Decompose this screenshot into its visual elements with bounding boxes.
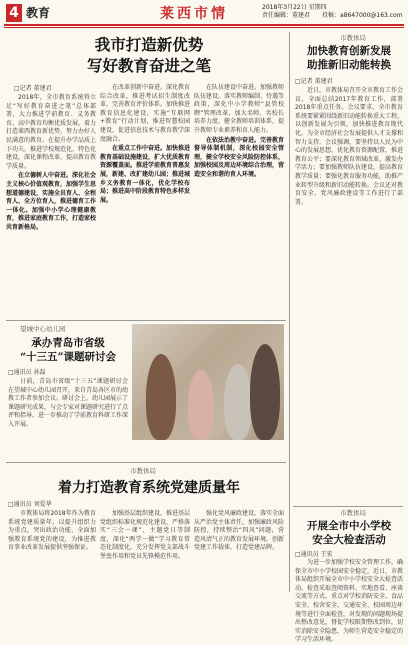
side-top-kicker: 市教体局 — [340, 34, 366, 42]
side-bottom-kicker: 市教体局 — [340, 509, 366, 517]
bottom-byline: □通讯员 刘爱华 — [8, 501, 52, 508]
bottom-column-2 — [100, 510, 190, 596]
main-paragraph: 在队伍建设中奋进。加强教师队伍建设，落实教师编制、待遇等政策，深化中小学教师“县管校聘”管理改革，加大名师、名校长培养力度，健全教师培训体系，提升教师专业素养和育人能力。 — [194, 84, 285, 134]
bottom-paragraph: 加强基层组织建设，推进基层党组织标准化规范化建设，严格落实“三会一课”、主题党日等制度，深化“两学一做”学习教育常态化制度化，充分发挥党支部战斗堡垒作用和党员先锋模范作用。 — [100, 510, 191, 560]
editor-info: 责任编辑：董建君 投稿：a8647000@163.com — [262, 12, 403, 19]
side-mid-body — [8, 378, 128, 458]
side-mid-title-line2: “十三五”课题研讨会 — [19, 351, 117, 363]
main-column-2 — [100, 84, 190, 316]
header-rule-thin — [4, 27, 404, 28]
main-paragraph: 在立德树人中奋进。深化社会主义核心价值观教育，加强学生思想道德建设，实施全员育人、全程育人、全方位育人，推进德育工作一体化。加强中小学心理健康教育，推进家庭教育工作，打造家校共育新格局。 — [6, 172, 97, 231]
bottom-paragraph: 强化党风廉政建设，落实全面从严治党主体责任，加强廉政风险防控，持续整治“四风”问题，营造风清气正的教育发展环境。创新党建工作载体，打造党建品牌。 — [194, 510, 285, 552]
main-paragraph: 在重点工作中奋进。加快推进教育基础设施建设，扩大优质教育资源覆盖面。推进学前教育普惠发展，新建、改扩建幼儿园；推进城乡义务教育一体化，优化学校布局；推进高中阶段教育特色多样发展。 — [100, 145, 191, 204]
side-top-body — [295, 87, 403, 502]
side-top-paragraph: 近日，市教体局召开全市教育工作会议，全面总结2017年教育工作，部署2018年重点任务。会议要求，全市教育系统要紧紧围绕新旧动能转换重大工程，以创新发展为引领，加快推进教育现代化，为全市经济社会发展提供人才支撑和智力支持。会议强调，要坚持以人民为中心的发展思想，优化教育资源配置，推进教育公平；要深化教育领域改革，激发办学活力；要加强教师队伍建设，提高教育教学质量；要强化教育服务功能，助推产业转型升级和新旧动能转换。会议还对教育安全、党风廉政建设等工作进行了部署。 — [295, 87, 404, 206]
photo-figure — [188, 370, 214, 440]
column-divider — [289, 32, 290, 592]
main-headline-line1: 我市打造新优势 — [94, 35, 204, 54]
photo-figure — [250, 344, 280, 440]
masthead-brand: 莱西市情 — [160, 6, 228, 22]
bottom-headline: 着力打造教育系统党建质量年 — [58, 480, 240, 496]
section-divider — [6, 320, 286, 321]
main-byline: □记者 董建君 — [14, 85, 52, 92]
side-bottom-byline: □通讯员 王宏 — [295, 551, 333, 558]
side-bottom-body — [295, 559, 404, 644]
section-divider — [6, 462, 286, 463]
page-number: 4 — [6, 4, 22, 22]
side-top-title-line2: 助推新旧动能转换 — [307, 59, 391, 71]
side-mid-byline: □通讯员 孙磊 — [8, 369, 46, 376]
side-top-byline: □记者 董建君 — [295, 78, 333, 85]
side-bottom-title-line1: 开展全市中小学校 — [307, 520, 391, 532]
main-column-1 — [6, 94, 96, 316]
side-bottom-paragraph: 为进一步加强学校安全管理工作，确保全市中小学校园安全稳定，近日，市教体局组织开展全市中小学校安全大检查活动。检查采取查阅资料、实地查看、座谈交流等方式，重点对学校消防安全、食品安全、校舍安全、交通安全、校园周边环境等进行全面检查，对发现的问题现场提出整改意见，督促学校限期整改到位，切实消除安全隐患，为师生营造安全稳定的学习生活环境。 — [295, 559, 404, 644]
side-bottom-title-line2: 安全大检查活动 — [312, 534, 386, 546]
bottom-column-1 — [8, 510, 96, 596]
bottom-column-3 — [194, 510, 284, 596]
main-column-3 — [194, 84, 284, 316]
main-paragraph: 2018年，全市教育系统将立足“写好教育奋进之笔”总体部署，大力推进学前教育、义务教育、高中教育均衡优质发展，着力打造莱西教育新优势，努力办好人民满意的教育。在提升办学品质上下功夫，推进学校规范化、特色化建设，深化课程改革，提高教育教学质量。 — [6, 94, 97, 170]
header-rule — [4, 24, 404, 26]
photo-figure — [146, 354, 176, 440]
section-title: 教育 — [26, 6, 51, 20]
bottom-kicker: 市教体局 — [130, 467, 156, 475]
side-top-title-line1: 加快教育创新发展 — [307, 45, 391, 57]
kindergarten-photo — [132, 324, 284, 440]
bottom-paragraph: 市教体局将2018年作为教育系统党建质量年，以提升组织力为重点，突出政治功能，全面加强教育系统党的建设，为推进教育事业改革发展提供坚强保证。 — [8, 510, 96, 552]
main-paragraph: 在改革创新中奋进。深化教育综合改革，推进考试招生制度改革，完善教育评价体系。加快推进教育信息化建设，实施“互联网+教育”行动计划，推进智慧校园建设，促进信息技术与教育教学深度融合。 — [100, 84, 191, 143]
side-mid-paragraph: 日前，青岛市省级“十三五”课题研讨会在望城中心幼儿园召开，来自青岛各区市的幼教工作者参加会议。研讨会上，幼儿园展示了课题研究成果，与会专家对课题研究进行了点评和指导，进一步推动了学前教育科研工作深入开展。 — [8, 378, 129, 428]
side-mid-title-line1: 承办青岛市省级 — [31, 337, 105, 349]
issue-date: 2018年3月22日 星期四 — [262, 4, 327, 11]
main-paragraph: 在依法治教中奋进。完善教育督导体制机制，深化校园安全管理，健全学校安全风险防控体系，加强校园及周边环境综合治理，营造安全和谐的育人环境。 — [194, 136, 285, 178]
section-divider — [293, 506, 403, 507]
side-mid-kicker: 望城中心幼儿园 — [20, 325, 66, 333]
photo-figure — [224, 364, 252, 440]
main-headline-line2: 写好教育奋进之笔 — [86, 56, 211, 75]
